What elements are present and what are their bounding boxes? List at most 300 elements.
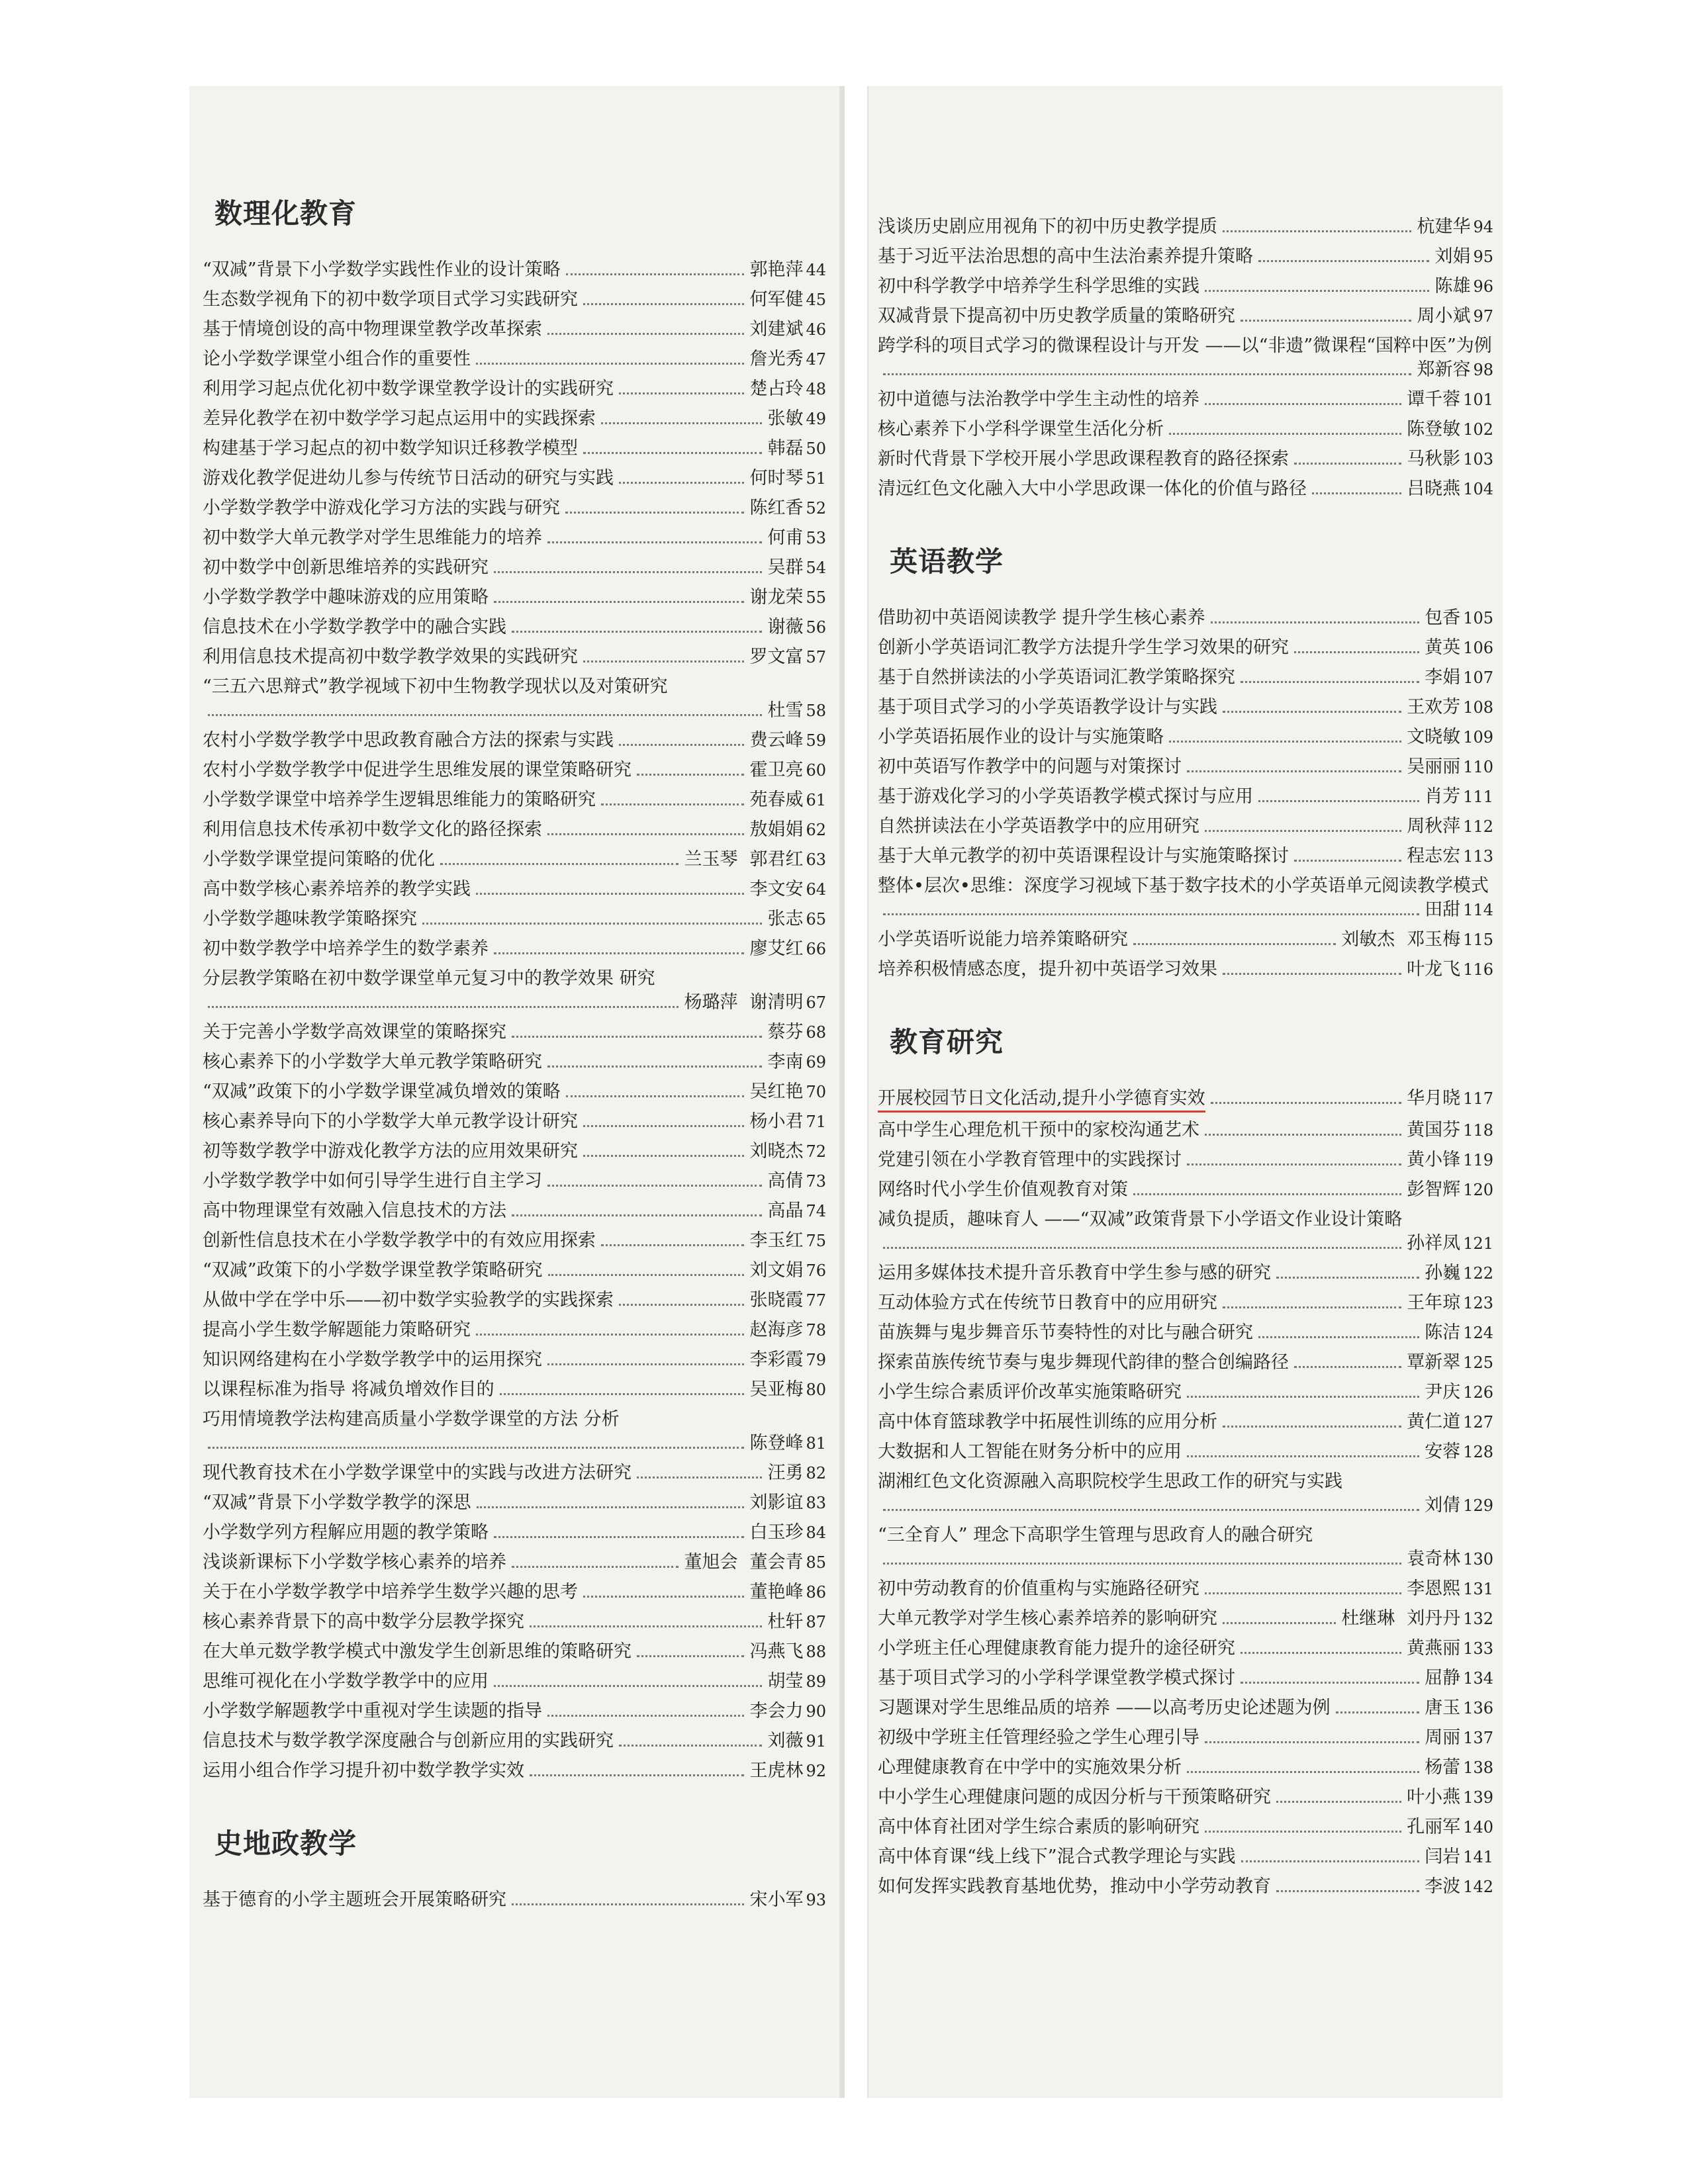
toc-entry[interactable] [203,1140,826,1163]
entry-page-number: 134 [1463,1669,1493,1688]
entry-title: 巧用情境教学法构建高质量小学数学课堂的方法 分析 [203,1409,620,1430]
toc-entry[interactable] [878,477,1493,501]
entry-author: 田甜 [1425,899,1461,920]
entry-author: 黄仁道 [1407,1412,1461,1432]
entry-author: 李玉红 [749,1230,804,1251]
entry-line [878,1178,1493,1202]
toc-entry[interactable] [878,388,1493,412]
dot-leader [512,1903,744,1905]
section-heading: 教育研究 [890,1026,1004,1058]
entry-page-number: 130 [1463,1550,1493,1569]
toc-entry[interactable] [203,1491,826,1515]
toc-entry[interactable] [203,1461,826,1485]
entry-line [878,1148,1493,1172]
section-heading: 数理化教育 [214,197,357,230]
entry-authors [1425,1845,1493,1869]
entry-authors [749,729,826,752]
entry-author: 杭建华 [1417,216,1471,237]
entry-line [878,388,1493,412]
entry-line [878,1577,1493,1601]
entry-authors [1417,215,1493,239]
toc-entry[interactable] [878,1410,1493,1434]
entry-author: 冯燕飞 [749,1641,804,1662]
toc-entry[interactable] [203,1110,826,1134]
toc-entry[interactable] [203,407,826,431]
entry-line [878,447,1493,471]
entry-authors [767,1670,826,1694]
toc-entry[interactable] [203,1551,826,1574]
entry-page-number: 105 [1463,609,1493,627]
dot-leader [476,1334,744,1336]
entry-authors [749,347,826,371]
dot-leader [583,1596,744,1598]
entry-author: 詹光秀 [749,349,804,369]
toc-entry[interactable] [878,958,1493,981]
toc-entry[interactable] [878,304,1493,328]
dot-leader [1294,651,1419,653]
entry-authors [1407,815,1493,839]
dot-leader [1223,230,1411,232]
entry-page-number: 106 [1463,639,1493,657]
entry-page-number: 108 [1463,698,1493,717]
toc-entry[interactable] [878,1440,1493,1464]
toc-entry[interactable] [878,844,1493,868]
dot-leader [566,1095,745,1097]
entry-authors [1407,1410,1493,1434]
entry-author: 张敏 [767,408,804,429]
section-gap [878,987,1493,1021]
toc-entry[interactable] [203,1408,826,1455]
entry-authors [1407,1815,1493,1839]
toc-entry[interactable] [878,418,1493,441]
toc-entry[interactable] [203,1348,826,1372]
entry-author: 廖艾红 [749,938,804,959]
toc-entry[interactable] [878,1118,1493,1142]
entry-line [203,1229,826,1253]
toc-entry[interactable] [203,1610,826,1634]
entry-title: 创新小学英语词汇教学方法提升学生学习效果的研究 [878,637,1289,658]
toc-entry[interactable] [203,1759,826,1783]
dot-leader [1294,860,1401,862]
toc-entry[interactable] [878,245,1493,269]
entry-author: 霍卫亮 [749,760,804,780]
toc-entry[interactable] [203,1289,826,1312]
entry-author: 兰玉琴 [684,849,738,870]
dot-leader [883,1563,1401,1565]
toc-entry[interactable] [203,1199,826,1223]
toc-entry[interactable] [203,377,826,401]
toc-entry[interactable] [878,1087,1493,1113]
entry-authors [767,1610,826,1634]
entry-authors [749,1348,826,1372]
entry-authors [749,1580,826,1604]
entry-authors [1425,1666,1493,1690]
dot-leader [619,482,744,484]
entry-authors [1425,666,1493,690]
entry-page-number: 57 [806,648,826,666]
toc-entry[interactable] [203,675,826,723]
entry-page-number: 63 [806,850,826,869]
toc-entry[interactable] [203,848,826,872]
entry-page-number: 96 [1473,277,1493,296]
toc-entry[interactable] [878,1321,1493,1345]
entry-line [878,928,1493,952]
toc-entry[interactable] [878,606,1493,630]
entry-title: 探索苗族传统节奏与鬼步舞现代韵律的整合创编路径 [878,1352,1289,1373]
dot-leader [619,1304,744,1306]
entry-title: 论小学数学课堂小组合作的重要性 [203,349,471,369]
entry-title: 小学数学教学中如何引导学生进行自主学习 [203,1171,542,1191]
entry-authors [767,407,826,431]
toc-entry[interactable] [203,1050,826,1074]
entry-title: 利用信息技术提高初中数学教学效果的实践研究 [203,647,578,667]
toc-entry[interactable] [878,636,1493,660]
toc-entry[interactable] [878,447,1493,471]
toc-entry[interactable] [203,1700,826,1723]
entry-author: 肖芳 [1425,786,1461,807]
entry-author: 蔡芬 [767,1022,804,1042]
entry-line [878,1786,1493,1809]
section-heading: 英语教学 [890,545,1004,578]
entry-page-number: 107 [1463,668,1493,687]
entry-author: 安蓉 [1425,1441,1461,1462]
dot-leader [1258,1336,1419,1338]
entry-author: 陈雄 [1434,276,1471,296]
entry-title: 分层教学策略在初中数学课堂单元复习中的教学效果 研究 [203,968,655,989]
entry-page-number: 56 [806,618,826,637]
toc-entry[interactable] [203,318,826,341]
toc-entry[interactable] [878,1726,1493,1750]
toc-entry[interactable] [878,1148,1493,1172]
toc-entry[interactable] [878,1696,1493,1720]
toc-entry[interactable] [878,1786,1493,1809]
entry-author: 吴亚梅 [749,1379,804,1400]
entry-author: 张晓霞 [749,1290,804,1310]
entry-title: 高中物理课堂有效融入信息技术的方法 [203,1201,506,1221]
entry-author: 彭智辉 [1407,1179,1461,1200]
toc-entry[interactable] [878,215,1493,239]
dot-leader [1205,1831,1401,1833]
entry-page-number: 111 [1463,788,1493,806]
entry-title: 跨学科的项目式学习的微课程设计与开发 ——以“非遗”微课程“国粹中医”为例 [878,336,1492,356]
entry-line [878,1607,1493,1631]
entry-authors [1407,418,1493,441]
entry-page-number: 83 [806,1494,826,1512]
toc-entry[interactable] [203,1378,826,1402]
entry-authors [1425,1381,1493,1404]
entry-title: 初中劳动教育的价值重构与实施路径研究 [878,1578,1199,1599]
dot-leader [637,1477,762,1479]
entry-title: 初中科学教学中培养学生科学思维的实践 [878,276,1199,296]
entry-authors [1434,275,1493,298]
toc-entry[interactable] [203,788,826,812]
toc-entry[interactable] [203,526,826,550]
toc-entry[interactable] [878,1875,1493,1899]
entry-title: 知识网络建构在小学数学教学中的运用探究 [203,1349,542,1370]
entry-authors [749,1378,826,1402]
entry-title: 初级中学班主任管理经验之学生心理引导 [878,1727,1199,1748]
toc-entry[interactable] [203,1229,826,1253]
entry-authors [749,1289,826,1312]
entry-author: 尹庆 [1425,1382,1461,1402]
toc-entry[interactable] [878,1666,1493,1690]
entry-line [878,606,1493,630]
toc-entry[interactable] [878,1178,1493,1202]
entry-title: “三五六思辩式”教学视域下初中生物教学现状以及对策研究 [203,676,668,697]
entry-author: 郭艳萍 [749,259,804,280]
toc-entry[interactable] [203,1318,826,1342]
toc-entry[interactable] [878,1208,1493,1255]
dot-leader [1258,800,1419,802]
entry-authors [1407,958,1493,981]
toc-entry[interactable] [878,1637,1493,1661]
entry-page-number: 121 [1463,1234,1493,1253]
dot-leader [512,631,762,633]
toc-entry[interactable] [878,1261,1493,1285]
entry-title: 整体•层次•思维：深度学习视域下基于数字技术的小学英语单元阅读教学模式 [878,876,1489,896]
toc-entry[interactable] [203,967,826,1015]
entry-title: 以课程标准为指导 将减负增效作目的 [203,1379,494,1400]
dot-leader [1241,681,1419,683]
toc-entry[interactable] [203,556,826,580]
entry-author: 谭千蓉 [1407,389,1461,410]
entry-author: 李彩霞 [749,1349,804,1370]
entry-authors [749,758,826,782]
entry-author: 郭君红 [749,849,804,870]
toc-entry[interactable] [203,645,826,669]
entry-author: 孙巍 [1425,1263,1461,1283]
dot-leader [1187,1163,1401,1165]
entry-page-number: 74 [806,1202,826,1220]
toc-entry[interactable] [878,1815,1493,1839]
entry-line [203,1318,826,1342]
entry-author: 高晶 [767,1201,804,1221]
toc-entry[interactable] [878,1524,1493,1571]
entry-authors [749,1080,826,1104]
entry-title: 农村小学数学教学中促进学生思维发展的课堂策略研究 [203,760,632,780]
entry-page-number: 122 [1463,1264,1493,1283]
toc-entry[interactable] [203,1169,826,1193]
toc-entry[interactable] [203,347,826,371]
toc-entry[interactable] [878,1845,1493,1869]
dot-leader [619,392,744,394]
toc-entry[interactable] [878,334,1493,382]
toc-entry[interactable] [203,758,826,782]
entry-title: 基于习近平法治思想的高中生法治素养提升策略 [878,246,1253,267]
dot-leader [583,1155,744,1157]
left-page [189,86,845,2098]
entry-author: 王虎林 [749,1760,804,1781]
toc-entry[interactable] [878,1756,1493,1780]
entry-authors [749,1700,826,1723]
entry-title: 基于项目式学习的小学英语教学设计与实践 [878,697,1217,717]
entry-line [878,1440,1493,1464]
toc-entry[interactable] [203,1259,826,1283]
entry-line [203,1080,826,1104]
toc-entry[interactable] [878,815,1493,839]
entry-author-line [878,1494,1493,1518]
entry-line [203,1640,826,1664]
entry-author: 周丽 [1425,1727,1461,1748]
entry-page-number: 84 [806,1524,826,1542]
entry-title: 初中数学中创新思维培养的实践研究 [203,557,489,578]
entry-authors [749,1140,826,1163]
entry-title: 湖湘红色文化资源融入高职院校学生思政工作的研究与实践 [878,1471,1342,1492]
toc-entry[interactable] [203,1580,826,1604]
entry-line [203,645,826,669]
entry-page-number: 132 [1463,1610,1493,1628]
entry-title: 小学英语拓展作业的设计与实施策略 [878,727,1164,747]
entry-line [203,1348,826,1372]
entry-page-number: 142 [1463,1878,1493,1896]
entry-authors [749,1640,826,1664]
dot-leader [1294,463,1401,465]
toc-entry[interactable] [203,258,826,282]
entry-author-line [878,1547,1493,1571]
entry-line [203,907,826,931]
entry-title: 小学数学课堂中培养学生逻辑思维能力的策略研究 [203,790,596,810]
toc-entry[interactable] [878,1351,1493,1375]
entry-page-number: 81 [806,1434,826,1453]
entry-page-number: 94 [1473,218,1493,236]
toc-entry[interactable] [203,1729,826,1753]
entry-author: 李南 [767,1052,804,1072]
page-fold-shadow [839,86,845,2098]
dot-leader [547,1715,744,1717]
entry-line [878,477,1493,501]
toc-entry[interactable] [878,874,1493,922]
toc-entry[interactable] [203,937,826,961]
entry-title: 小学生综合素质评价改革实施策略研究 [878,1382,1182,1402]
dot-leader [1223,711,1401,713]
entry-authors [767,1050,826,1074]
entry-page-number: 102 [1463,420,1493,439]
toc-entry[interactable] [203,729,826,752]
toc-entry[interactable] [878,1577,1493,1601]
entry-title: 关于完善小学数学高效课堂的策略探究 [203,1022,506,1042]
entry-page-number: 103 [1463,450,1493,469]
entry-page-number: 69 [806,1053,826,1071]
dot-leader [1276,1277,1419,1279]
entry-author: 华月晓 [1407,1088,1461,1109]
entry-authors [1407,725,1493,749]
toc-entry[interactable] [878,275,1493,298]
entry-author: 李波 [1425,1876,1461,1897]
entry-line [878,1637,1493,1661]
entry-author: 高倩 [767,1171,804,1191]
entry-page-number: 51 [806,469,826,488]
entry-page-number: 124 [1463,1324,1493,1342]
toc-entry[interactable] [878,696,1493,719]
entry-title: 小学数学课堂提问策略的优化 [203,849,435,870]
entry-author: 刘倩 [1425,1495,1461,1516]
toc-entry[interactable] [878,1470,1493,1518]
toc-entry[interactable] [203,878,826,901]
entry-page-number: 114 [1463,901,1493,919]
entry-line [878,1291,1493,1315]
toc-entry[interactable] [878,1381,1493,1404]
entry-line [878,815,1493,839]
entry-author: 谢薇 [767,617,804,637]
entry-line [878,1118,1493,1142]
dot-leader [883,1247,1401,1249]
toc-entry[interactable] [878,666,1493,690]
dot-leader [1187,770,1401,772]
dot-leader [512,1214,762,1216]
dot-leader [1241,320,1411,322]
entry-page-number: 78 [806,1321,826,1340]
entry-line [878,275,1493,298]
entry-page-number: 138 [1463,1758,1493,1777]
entry-title: 初中英语写作教学中的问题与对策探讨 [878,756,1182,777]
dot-leader [494,601,744,603]
entry-page-number: 101 [1463,390,1493,409]
toc-entry[interactable] [203,615,826,639]
entry-page-number: 47 [806,350,826,369]
section-gap [878,507,1493,540]
toc-entry[interactable] [203,1888,826,1912]
toc-entry[interactable] [203,1021,826,1044]
entry-author: 刘文娟 [749,1260,804,1281]
entry-line [878,1726,1493,1750]
toc-entry[interactable] [203,1521,826,1545]
dot-leader [1205,1741,1419,1743]
entry-page-number: 118 [1463,1121,1493,1140]
entry-page-number: 89 [806,1672,826,1691]
entry-page-number: 127 [1463,1413,1493,1432]
entry-page-number: 119 [1463,1151,1493,1169]
entry-page-number: 76 [806,1261,826,1280]
entry-line [203,1580,826,1604]
entry-page-number: 88 [806,1643,826,1661]
toc-entry[interactable] [203,437,826,461]
toc-entry[interactable] [203,288,826,312]
toc-entry[interactable] [203,907,826,931]
entry-author: 刘丹丹 [1407,1608,1461,1629]
entry-page-number: 92 [806,1762,826,1780]
toc-entry[interactable] [203,467,826,490]
entry-authors [1341,1607,1493,1631]
toc-entry[interactable] [878,1607,1493,1631]
entry-title: 关于在小学数学教学中培养学生数学兴趣的思考 [203,1582,578,1602]
entry-title: 自然拼读法在小学英语教学中的应用研究 [878,816,1199,837]
toc-entry[interactable] [203,496,826,520]
toc-entry[interactable] [203,586,826,610]
toc-entry[interactable] [878,1291,1493,1315]
toc-entry[interactable] [203,818,826,842]
entry-author: 苑春威 [749,790,804,810]
entry-title: 利用信息技术传承初中数学文化的路径探索 [203,819,542,840]
toc-entry[interactable] [878,755,1493,779]
entry-authors [684,1551,826,1574]
entry-page-number: 73 [806,1172,826,1191]
toc-entry[interactable] [203,1670,826,1694]
entry-line [203,1050,826,1074]
dot-leader [494,571,762,573]
toc-entry[interactable] [203,1640,826,1664]
toc-entry[interactable] [878,928,1493,952]
entry-author: 黄国芬 [1407,1120,1461,1140]
entry-page-number: 141 [1463,1848,1493,1866]
toc-entry[interactable] [878,725,1493,749]
toc-entry[interactable] [878,785,1493,809]
toc-entry[interactable] [203,1080,826,1104]
dot-leader [1276,1890,1419,1892]
entry-authors [1407,1087,1493,1111]
entry-authors [1341,928,1493,952]
entry-title: 初中数学教学中培养学生的数学素养 [203,938,489,959]
entry-page-number: 128 [1463,1443,1493,1461]
